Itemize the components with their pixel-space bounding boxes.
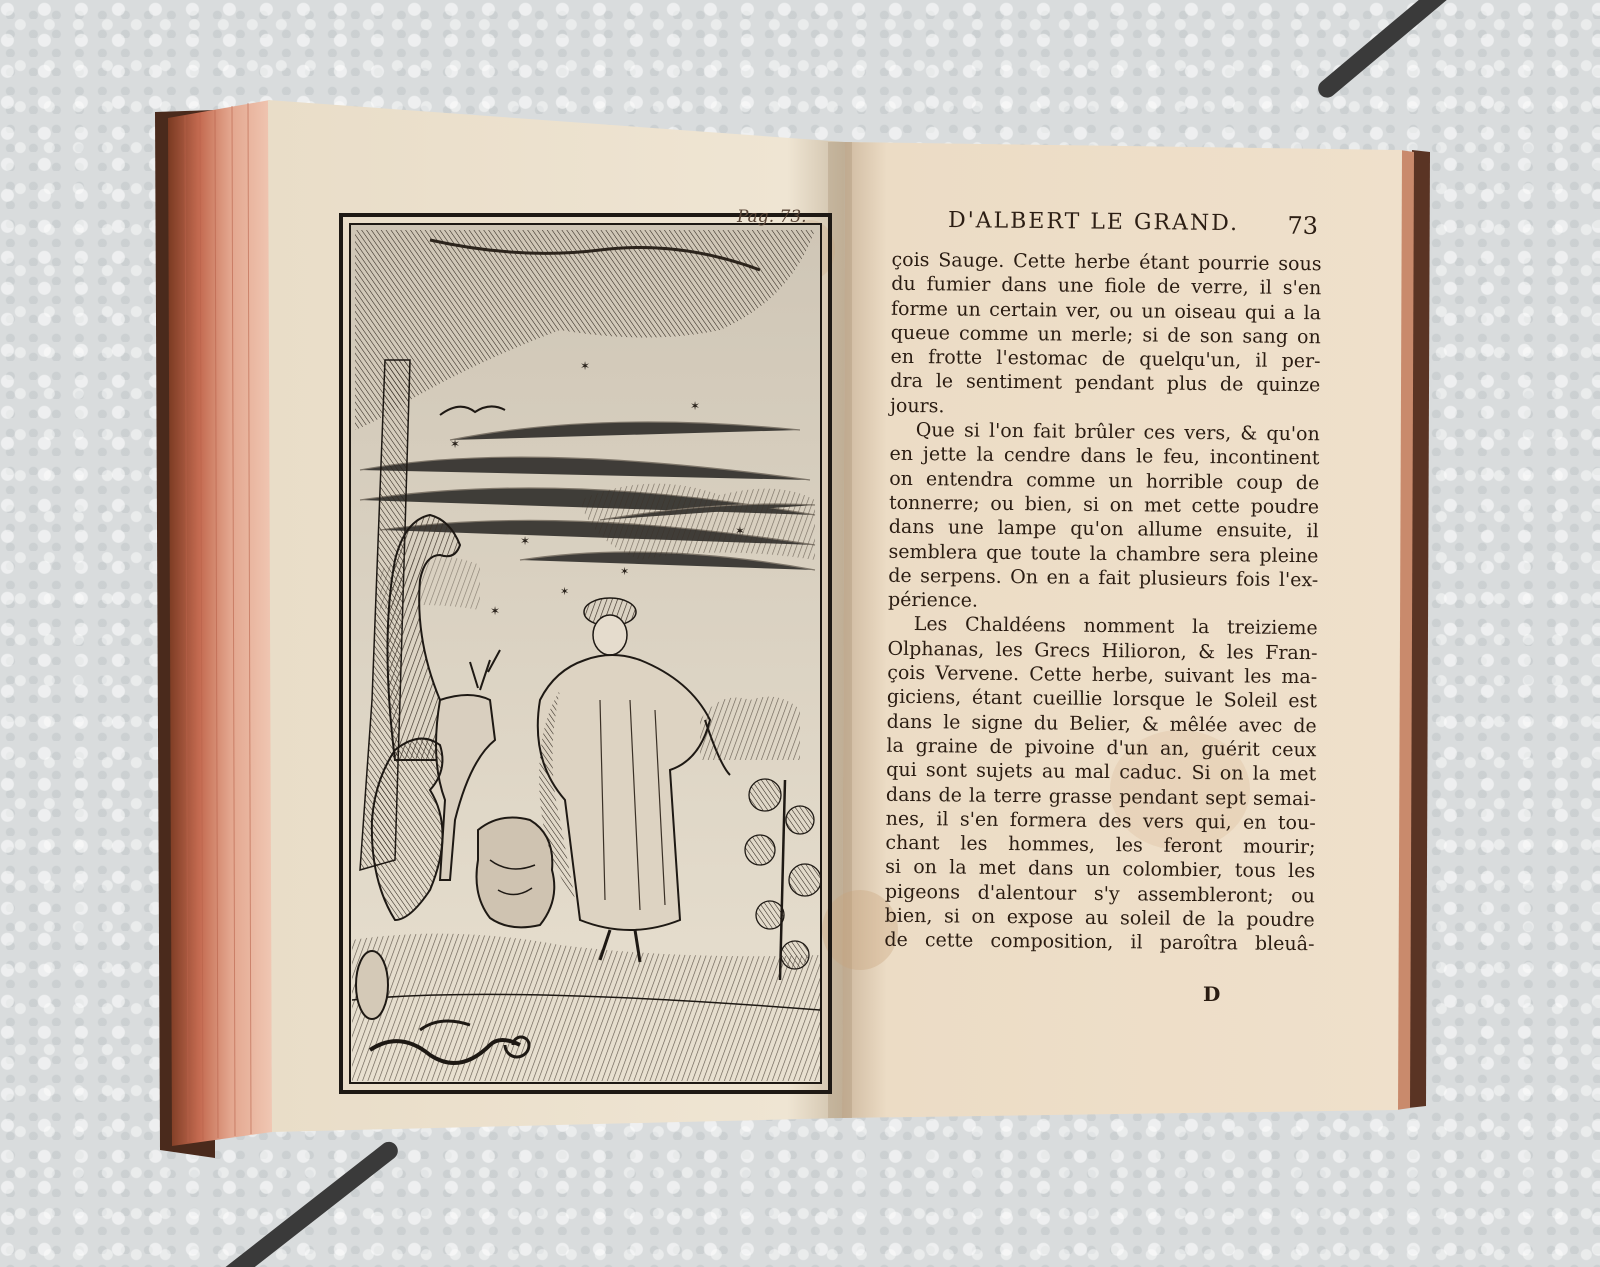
page-number: 73	[1287, 211, 1319, 240]
text-line: nes, il s'en formera des vers qui, en tou-	[885, 807, 1316, 835]
running-head-title: D'ALBERT LE GRAND.	[947, 208, 1240, 237]
svg-text:✶: ✶	[560, 585, 570, 598]
support-rod-top	[1314, 0, 1494, 101]
signature-mark: D	[1203, 982, 1221, 1006]
creature-lion	[477, 818, 555, 928]
svg-text:✶: ✶	[580, 359, 591, 373]
text-line: bien, si on expose au soleil de la poudre	[884, 904, 1315, 932]
running-head	[947, 208, 1319, 240]
body-text	[884, 248, 1321, 957]
text-line: queue comme un merle; si de son sang on	[890, 321, 1321, 349]
engraving	[341, 215, 830, 1092]
text-line: giciens, étant cueillie lorsque le Soleil est	[886, 686, 1318, 713]
svg-text:✶: ✶	[735, 524, 746, 538]
svg-text:✶: ✶	[490, 604, 501, 618]
text-line: tonnerre; ou bien, si on met cette poudre	[888, 491, 1320, 519]
support-rod-bottom	[201, 1138, 401, 1267]
svg-text:✶: ✶	[620, 565, 630, 578]
text-line: en frotte l'estomac de quelqu'un, il per-	[890, 345, 1321, 373]
text-line: Olphanas, les Grecs Hilioron, & les Fran-	[887, 637, 1318, 664]
text-line: qui sont sujets au mal caduc. Si on la met	[886, 758, 1317, 786]
text-line: dans de la terre grasse pendant sept semai-	[885, 783, 1317, 810]
page-edges-left	[168, 100, 272, 1146]
text-line: çois Vervene. Cette herbe, suivant les ma-	[887, 661, 1318, 689]
text-line: de cette composition, il paroîtra bleuâ-	[884, 929, 1315, 956]
text-line: dra le sentiment pendant plus de quinze	[890, 370, 1321, 397]
svg-text:✶: ✶	[520, 534, 531, 548]
text-line: jours.	[889, 394, 945, 418]
svg-text:✶: ✶	[450, 437, 461, 451]
text-line: dans une lampe qu'on allume ensuite, il	[888, 516, 1319, 543]
text-line: dans le signe du Belier, & mêlée avec de	[886, 710, 1317, 737]
text-line: pigeons d'alentour s'y assembleront; ou	[884, 880, 1316, 907]
text-line: en jette la cendre dans le feu, incontinent	[889, 443, 1320, 470]
text-line: la graine de pivoine d'un an, guérit ceux	[886, 734, 1317, 762]
text-line: forme un certain ver, ou un oiseau qui a la	[890, 297, 1322, 324]
text-line: périence.	[887, 588, 979, 612]
svg-text:✶: ✶	[690, 399, 701, 413]
text-line: du fumier dans une fiole de verre, il s'en	[891, 273, 1322, 300]
text-line: de serpens. On en a fait plusieurs fois l'ex-	[888, 564, 1319, 592]
text-line: si on la met dans un colombier, tous les	[885, 856, 1316, 883]
text-line: Que si l'on fait brûler ces vers, & qu'on	[915, 419, 1320, 446]
text-line: chant les hommes, les feront mourir;	[885, 831, 1316, 859]
text-line: Les Chaldéens nomment la treizieme	[913, 613, 1318, 640]
text-line: on entendra comme un horrible coup de	[889, 467, 1320, 494]
text-line: semblera que toute la chambre sera pleine	[888, 540, 1319, 567]
plate-label: Pag. 73.	[737, 207, 807, 227]
text-line: çois Sauge. Cette herbe étant pourrie sous	[891, 248, 1322, 276]
